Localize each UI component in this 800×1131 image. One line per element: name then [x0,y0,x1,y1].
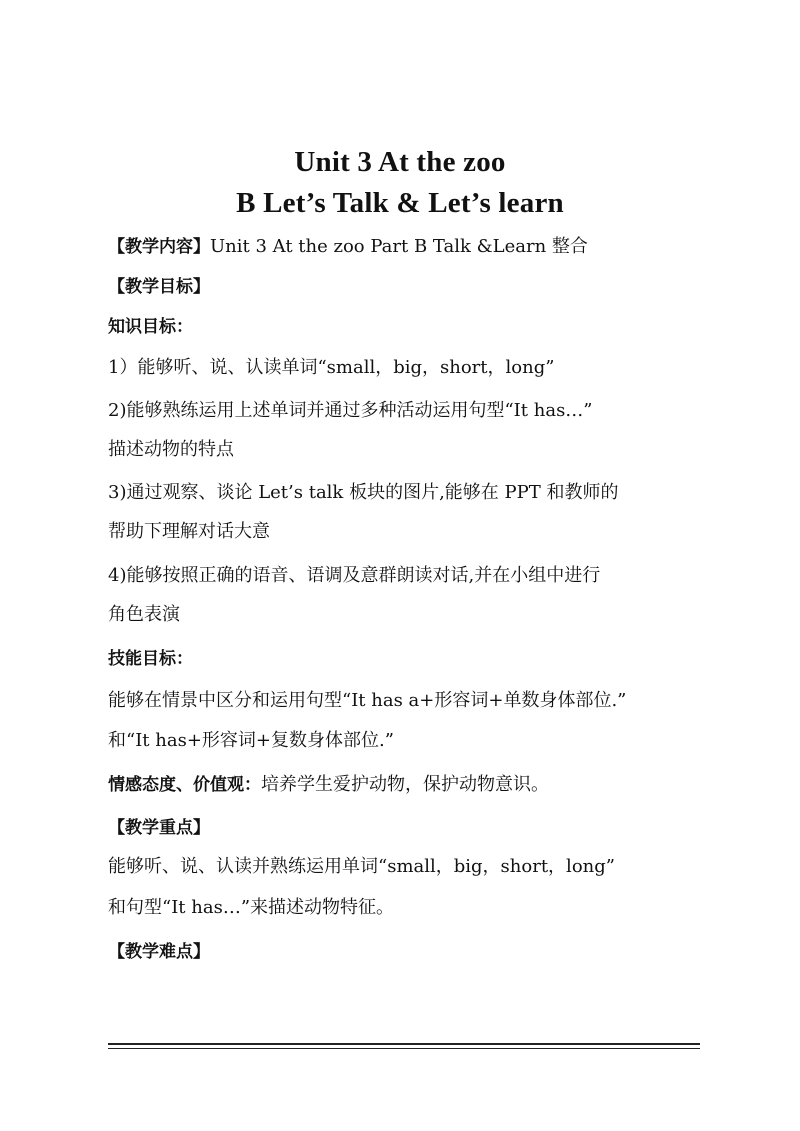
knowledge-goal-3b: 帮助下理解对话大意 [108,521,270,542]
skill-goal-1a: 能够在情景中区分和运用句型“It has a+形容词+单数身体部位.” [108,690,627,711]
knowledge-goal-2b: 描述动物的特点 [108,439,234,460]
difficult-points-label: 【教学难点】 [108,942,210,962]
footer-rule-thin [108,1048,700,1049]
emotion-goal-label: 情感态度、价值观： [108,775,261,795]
knowledge-goal-4b: 角色表演 [108,604,180,625]
teaching-content-line [108,235,588,259]
knowledge-goal-2a: 2)能够熟练运用上述单词并通过多种活动运用句型“It has…” [108,400,593,421]
knowledge-goals-label: 知识目标： [108,317,193,337]
footer-rule-thick [108,1043,700,1045]
skill-goal-1b: 和“It has+形容词+复数身体部位.” [108,730,394,751]
knowledge-goal-1: 1）能够听、说、认读单词“small，big，short，long” [108,357,555,378]
emotion-goal-text: 培养学生爱护动物，保护动物意识。 [261,774,549,795]
knowledge-goal-3a: 3)通过观察、谈论 Let’s talk 板块的图片,能够在 PPT 和教师的 [108,482,619,503]
title-line-1: Unit 3 At the zoo [294,146,506,178]
teaching-content-label: 【教学内容】 [108,237,210,257]
title-line-2: B Let’s Talk & Let’s learn [236,187,564,219]
teaching-content-text: Unit 3 At the zoo Part B Talk &Learn 整合 [210,236,588,257]
key-points-label: 【教学重点】 [108,818,210,838]
key-point-1: 能够听、说、认读并熟练运用单词“small，big，short，long” [108,856,615,877]
knowledge-goal-4a: 4)能够按照正确的语音、语调及意群朗读对话,并在小组中进行 [108,565,601,586]
emotion-goal-line [108,773,549,797]
key-point-2: 和句型“It has…”来描述动物特征。 [108,897,395,918]
teaching-goals-label: 【教学目标】 [108,277,210,297]
skill-goals-label: 技能目标： [108,649,193,669]
